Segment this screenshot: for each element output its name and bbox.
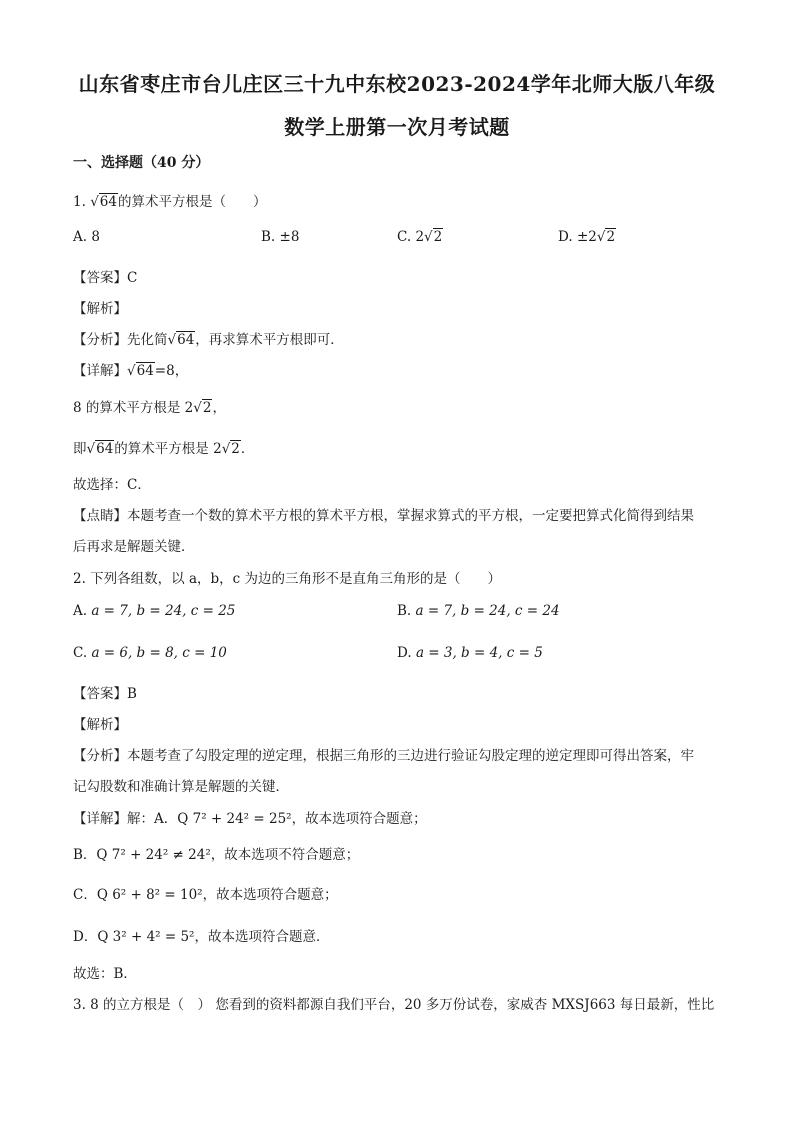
question-text: 的算术平方根是（ ） — [117, 194, 267, 210]
option-d-coef: ±2 — [576, 229, 597, 245]
document-title-line2: 数学上册第一次月考试题 — [284, 115, 510, 139]
choose-line: 故选择：C． — [73, 477, 151, 493]
option-b: B. ±8 — [261, 229, 300, 245]
q2-option-b — [397, 603, 560, 619]
q2-answer-label: 【答案】B — [73, 686, 137, 702]
option-d-label: D. — [558, 229, 573, 245]
detail-line-3-mid: 的算术平方根是 2 — [114, 441, 222, 457]
option-a: A. 8 — [73, 229, 100, 245]
detail-line-3-prefix: 即 — [73, 441, 87, 457]
option-c — [397, 229, 443, 245]
q2-analysis-line-1: 【分析】本题考查了勾股定理的逆定理，根据三角形的三边进行验证勾股定理的逆定理即可得出答案，牢 — [73, 748, 694, 764]
option-c-coef: 2 — [415, 229, 425, 245]
sqrt-expression: √64 — [90, 194, 117, 210]
question-3-stem: 3. 8 的立方根是（ ） 您看到的资料都源自我们平台，20 多万份试卷，家威杏 MXSJ663 每日最新，性比 — [73, 997, 715, 1013]
q2-option-c — [73, 645, 227, 661]
detail-line-3 — [73, 437, 254, 457]
analysis-suffix: ，再求算术平方根即可． — [195, 332, 344, 348]
q2-option-c-math: a = 6, b = 8, c = 10 — [91, 645, 227, 661]
q2-option-b-math: a = 7, b = 24, c = 24 — [415, 603, 560, 619]
radicand: 64 — [99, 194, 117, 210]
detail-line-2-suffix: ， — [212, 400, 226, 416]
detail-text — [73, 359, 188, 379]
sqrt-expression: √64 — [127, 363, 154, 379]
q2-detail-d: D．Q 3² + 4² = 5²，故本选项符合题意． — [73, 929, 330, 945]
question-2-stem: 2. 下列各组数，以 a，b，c 为边的三角形不是直角三角形的是（ ） — [73, 571, 502, 587]
option-c-label: C. — [397, 229, 412, 245]
sqrt-expression: √64 — [167, 332, 195, 348]
q2-choose-line: 故选：B． — [73, 966, 137, 982]
q2-option-c-label: C. — [73, 645, 88, 661]
sqrt-expression: √2 — [424, 229, 443, 245]
q2-option-b-label: B. — [397, 603, 412, 619]
q2-analysis-label: 【解析】 — [73, 717, 127, 733]
sqrt-expression: √64 — [86, 441, 114, 457]
q2-option-a — [73, 603, 235, 619]
q2-analysis-line-2: 记勾股数和准确计算是解题的关键． — [73, 779, 289, 795]
detail-prefix: 【详解】 — [73, 363, 127, 379]
q2-option-a-math: a = 7, b = 24, c = 25 — [91, 603, 236, 619]
answer-label: 【答案】C — [73, 270, 138, 286]
q2-option-a-label: A. — [73, 603, 88, 619]
comment-line-2: 后再求是解题关键． — [73, 539, 195, 555]
detail-line-2 — [73, 396, 226, 416]
comment-line-1: 【点睛】本题考查一个数的算术平方根的算术平方根，掌握求算式的平方根，一定要把算式化简得到结果 — [73, 508, 694, 524]
radicand: 2 — [606, 229, 616, 245]
sqrt-expression: √2 — [221, 441, 240, 457]
q2-detail-c: C．Q 6² + 8² = 10²，故本选项符合题意； — [73, 887, 338, 903]
q2-option-d-label: D. — [397, 645, 412, 661]
q2-detail-a: 【详解】解：A．Q 7² + 24² = 25²，故本选项符合题意； — [73, 811, 427, 827]
q2-option-d — [397, 645, 543, 661]
analysis-label: 【解析】 — [73, 301, 127, 317]
analysis-text — [73, 328, 344, 348]
radicand: 2 — [202, 400, 212, 416]
detail-line-2-prefix: 8 的算术平方根是 2 — [73, 400, 194, 416]
detail-suffix: =8， — [154, 363, 189, 379]
sqrt-expression: √2 — [193, 400, 212, 416]
detail-line-3-suffix: ． — [240, 441, 255, 457]
question-1-stem — [73, 190, 266, 210]
question-number: 1. — [73, 194, 86, 210]
radicand: 2 — [231, 441, 240, 457]
radicand: 64 — [96, 441, 114, 457]
q2-option-d-math: a = 3, b = 4, c = 5 — [415, 645, 543, 661]
analysis-prefix: 【分析】先化简 — [73, 332, 168, 348]
radicand: 64 — [177, 332, 195, 348]
section-heading: 一、选择题（40 分） — [73, 155, 210, 171]
radicand: 64 — [136, 363, 154, 379]
radicand: 2 — [433, 229, 443, 245]
document-title-line1: 山东省枣庄市台儿庄区三十九中东校2023-2024学年北师大版八年级 — [78, 72, 716, 96]
sqrt-expression: √2 — [596, 229, 616, 245]
q2-detail-b: B．Q 7² + 24² ≠ 24²，故本选项不符合题意； — [73, 847, 360, 863]
option-d — [558, 229, 616, 245]
